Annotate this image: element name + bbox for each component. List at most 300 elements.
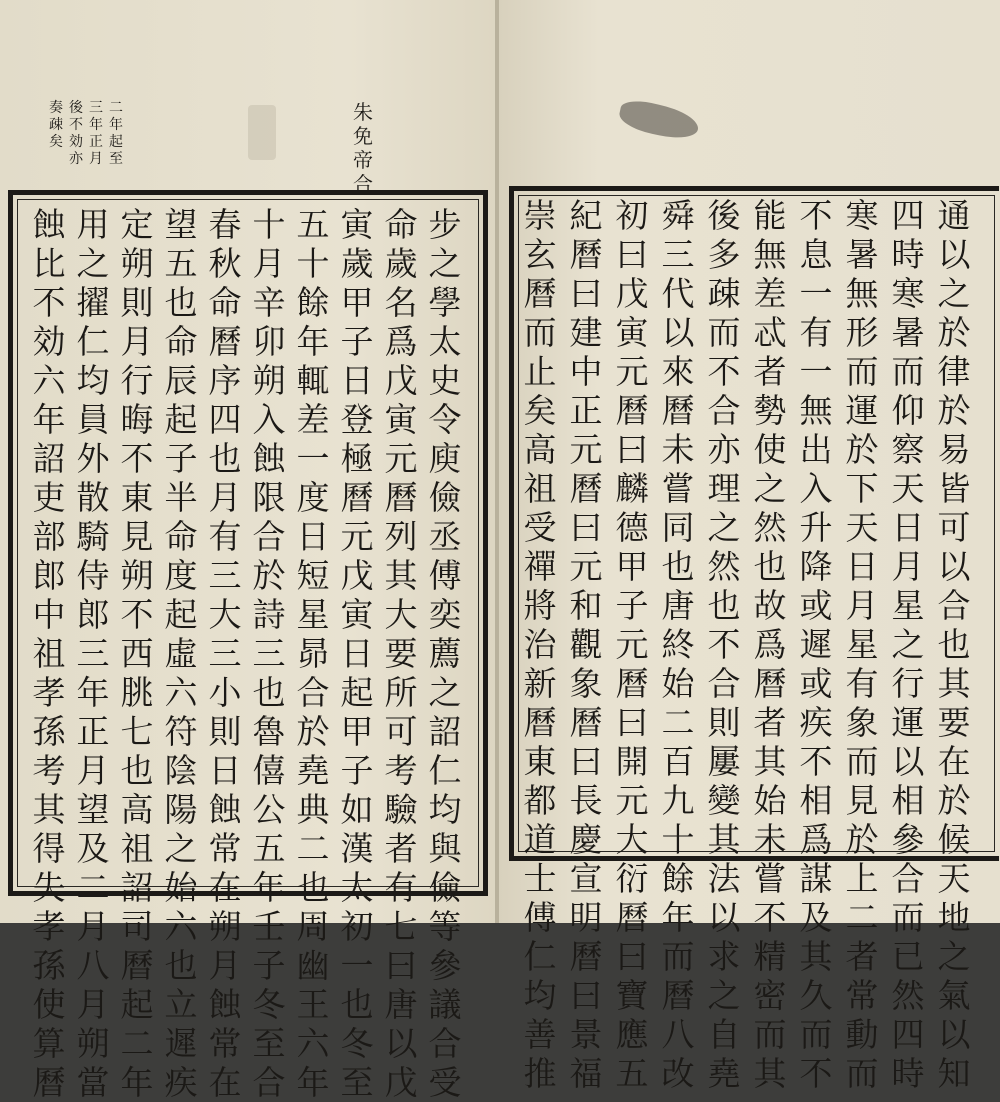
- glyph: 月: [89, 151, 103, 167]
- glyph: 外: [76, 439, 110, 478]
- glyph: 無: [845, 274, 879, 313]
- glyph: 時: [891, 235, 925, 274]
- glyph: 也: [296, 868, 330, 907]
- glyph: 則: [707, 703, 741, 742]
- glyph: 正: [76, 712, 110, 751]
- glyph: 月: [120, 322, 154, 361]
- text-column: [615, 196, 649, 1093]
- glyph: 壬: [252, 907, 286, 946]
- glyph: 暑: [891, 313, 925, 352]
- glyph: 慶: [569, 820, 603, 859]
- glyph: 詔: [120, 868, 154, 907]
- glyph: 三: [252, 634, 286, 673]
- glyph: 元: [615, 781, 649, 820]
- glyph: 陽: [164, 790, 198, 829]
- glyph: 祖: [523, 469, 557, 508]
- glyph: 蝕: [208, 985, 242, 1024]
- glyph: 命: [164, 322, 198, 361]
- glyph: 限: [252, 478, 286, 517]
- glyph: 十: [252, 205, 286, 244]
- glyph: 合: [428, 1024, 462, 1063]
- glyph: 相: [891, 781, 925, 820]
- glyph: 六: [164, 673, 198, 712]
- glyph: 度: [164, 556, 198, 595]
- glyph: 長: [569, 781, 603, 820]
- glyph: 高: [120, 790, 154, 829]
- glyph: 星: [891, 586, 925, 625]
- glyph: 寒: [891, 274, 925, 313]
- glyph: 日: [208, 751, 242, 790]
- glyph: 天: [891, 469, 925, 508]
- glyph: 輒: [296, 361, 330, 400]
- glyph: 均: [523, 976, 557, 1015]
- glyph: 不: [69, 117, 83, 133]
- text-column: [891, 196, 925, 1093]
- glyph: 驗: [384, 790, 418, 829]
- text-column: [340, 205, 374, 1102]
- glyph: 參: [428, 946, 462, 985]
- glyph: 衍: [615, 859, 649, 898]
- glyph: 則: [120, 283, 154, 322]
- glyph: 故: [753, 586, 787, 625]
- note-column: [88, 100, 104, 168]
- glyph: 密: [753, 976, 787, 1015]
- glyph: 理: [707, 469, 741, 508]
- glyph: 年: [120, 1063, 154, 1102]
- glyph: 仁: [523, 937, 557, 976]
- glyph: 孝: [32, 673, 66, 712]
- glyph: 後: [69, 100, 83, 116]
- glyph: 望: [164, 205, 198, 244]
- glyph: 四: [891, 1015, 925, 1054]
- glyph: 一: [799, 352, 833, 391]
- glyph: 天: [937, 859, 971, 898]
- glyph: 嘗: [661, 469, 695, 508]
- glyph: 曰: [384, 946, 418, 985]
- glyph: 曆: [32, 1063, 66, 1102]
- glyph: 月: [891, 547, 925, 586]
- glyph: 於: [937, 781, 971, 820]
- glyph: 改: [661, 1054, 695, 1093]
- glyph: 吏: [32, 478, 66, 517]
- glyph: 考: [32, 751, 66, 790]
- glyph: 其: [753, 742, 787, 781]
- glyph: 起: [109, 134, 123, 150]
- glyph: 推: [523, 1054, 557, 1093]
- glyph: 曆: [384, 478, 418, 517]
- glyph: 詩: [252, 595, 286, 634]
- glyph: 曆: [120, 946, 154, 985]
- glyph: 寅: [384, 400, 418, 439]
- glyph: 與: [428, 829, 462, 868]
- glyph: 而: [891, 352, 925, 391]
- glyph: 一: [799, 274, 833, 313]
- glyph: 効: [32, 322, 66, 361]
- glyph: 不: [799, 742, 833, 781]
- glyph: 不: [799, 1054, 833, 1093]
- glyph: 升: [799, 508, 833, 547]
- glyph: 序: [208, 361, 242, 400]
- glyph: 而: [891, 898, 925, 937]
- glyph: 蝕: [252, 439, 286, 478]
- glyph: 大: [384, 595, 418, 634]
- glyph: 也: [252, 673, 286, 712]
- glyph: 五: [164, 244, 198, 283]
- glyph: 太: [340, 868, 374, 907]
- glyph: 然: [753, 508, 787, 547]
- glyph: 有: [799, 313, 833, 352]
- text-column: [384, 205, 418, 1102]
- glyph: 步: [428, 205, 462, 244]
- glyph: 年: [89, 117, 103, 133]
- glyph: 或: [799, 664, 833, 703]
- glyph: 觀: [569, 625, 603, 664]
- glyph: 候: [937, 820, 971, 859]
- glyph: 朔: [120, 244, 154, 283]
- glyph: 正: [89, 134, 103, 150]
- text-column: [164, 205, 198, 1102]
- glyph: 而: [845, 742, 879, 781]
- glyph: 月: [208, 478, 242, 517]
- glyph: 星: [845, 625, 879, 664]
- glyph: 之: [707, 508, 741, 547]
- glyph: 騎: [76, 517, 110, 556]
- glyph: 二: [120, 1024, 154, 1063]
- glyph: 年: [296, 322, 330, 361]
- glyph: 朔: [252, 361, 286, 400]
- glyph: 止: [523, 352, 557, 391]
- glyph: 形: [845, 313, 879, 352]
- glyph: 丞: [428, 517, 462, 556]
- glyph: 而: [845, 352, 879, 391]
- glyph: 曆: [615, 898, 649, 937]
- glyph: 始: [164, 868, 198, 907]
- glyph: 之: [707, 976, 741, 1015]
- glyph: 寅: [340, 205, 374, 244]
- glyph: 曆: [661, 391, 695, 430]
- glyph: 而: [661, 937, 695, 976]
- glyph: 同: [661, 508, 695, 547]
- glyph: 子: [340, 322, 374, 361]
- glyph: 命: [384, 205, 418, 244]
- glyph: 起: [164, 595, 198, 634]
- glyph: 入: [799, 469, 833, 508]
- glyph: 知: [937, 1054, 971, 1093]
- glyph: 二: [661, 703, 695, 742]
- glyph: 二: [845, 898, 879, 937]
- glyph: 之: [428, 673, 462, 712]
- glyph: 曆: [569, 235, 603, 274]
- note-column: [108, 100, 124, 168]
- glyph: 免: [353, 124, 373, 148]
- glyph: 曰: [615, 430, 649, 469]
- glyph: 公: [252, 790, 286, 829]
- glyph: 東: [120, 478, 154, 517]
- glyph: 應: [615, 1015, 649, 1054]
- glyph: 僖: [252, 751, 286, 790]
- glyph: 矣: [49, 134, 63, 150]
- glyph: 景: [569, 1015, 603, 1054]
- glyph: 天: [845, 508, 879, 547]
- right-page: [499, 0, 1000, 1093]
- glyph: 疎: [707, 274, 741, 313]
- glyph: 其: [32, 790, 66, 829]
- text-column: [32, 205, 66, 1102]
- glyph: 晦: [120, 400, 154, 439]
- glyph: 始: [753, 781, 787, 820]
- glyph: 元: [569, 547, 603, 586]
- glyph: 合: [296, 673, 330, 712]
- glyph: 四: [891, 196, 925, 235]
- glyph: 及: [799, 898, 833, 937]
- glyph: 初: [615, 196, 649, 235]
- glyph: 辰: [164, 361, 198, 400]
- glyph: 舜: [661, 196, 695, 235]
- glyph: 代: [661, 274, 695, 313]
- glyph: 子: [340, 751, 374, 790]
- glyph: 而: [799, 1015, 833, 1054]
- glyph: 其: [753, 1054, 787, 1093]
- note-column: [68, 100, 84, 168]
- glyph: 傅: [523, 898, 557, 937]
- glyph: 者: [753, 703, 787, 742]
- glyph: 者: [845, 937, 879, 976]
- glyph: 年: [661, 898, 695, 937]
- glyph: 命: [164, 517, 198, 556]
- glyph: 無: [753, 235, 787, 274]
- glyph: 矣: [523, 391, 557, 430]
- glyph: 之: [76, 244, 110, 283]
- glyph: 十: [661, 820, 695, 859]
- glyph: 命: [208, 283, 242, 322]
- glyph: 察: [891, 430, 925, 469]
- glyph: 魯: [252, 712, 286, 751]
- glyph: 孫: [32, 712, 66, 751]
- note-main-column: [352, 100, 374, 196]
- glyph: 見: [845, 781, 879, 820]
- glyph: 屢: [707, 742, 741, 781]
- glyph: 降: [799, 547, 833, 586]
- glyph: 在: [208, 868, 242, 907]
- glyph: 符: [164, 712, 198, 751]
- glyph: 中: [32, 595, 66, 634]
- glyph: 一: [296, 439, 330, 478]
- glyph: 三: [208, 634, 242, 673]
- glyph: 二: [109, 100, 123, 116]
- glyph: 之: [891, 625, 925, 664]
- glyph: 息: [799, 235, 833, 274]
- glyph: 出: [799, 430, 833, 469]
- glyph: 等: [428, 907, 462, 946]
- glyph: 寅: [340, 595, 374, 634]
- glyph: 曆: [569, 937, 603, 976]
- glyph: 多: [707, 235, 741, 274]
- glyph: 曆: [661, 976, 695, 1015]
- glyph: 或: [799, 586, 833, 625]
- glyph: 有: [384, 868, 418, 907]
- glyph: 堯: [296, 751, 330, 790]
- glyph: 元: [384, 439, 418, 478]
- text-column: [753, 196, 787, 1093]
- glyph: 紀: [569, 196, 603, 235]
- glyph: 八: [661, 1015, 695, 1054]
- glyph: 也: [164, 946, 198, 985]
- glyph: 春: [208, 205, 242, 244]
- glyph: 其: [799, 937, 833, 976]
- glyph: 律: [937, 352, 971, 391]
- glyph: 漢: [340, 829, 374, 868]
- glyph: 九: [661, 781, 695, 820]
- glyph: 曆: [208, 322, 242, 361]
- text-column: [296, 205, 330, 1102]
- glyph: 中: [569, 352, 603, 391]
- glyph: 曆: [523, 274, 557, 313]
- glyph: 用: [76, 205, 110, 244]
- glyph: 則: [208, 712, 242, 751]
- glyph: 典: [296, 790, 330, 829]
- glyph: 朔: [76, 1024, 110, 1063]
- glyph: 曆: [615, 664, 649, 703]
- glyph: 在: [937, 742, 971, 781]
- glyph: 可: [937, 508, 971, 547]
- glyph: 東: [523, 742, 557, 781]
- glyph: 六: [32, 361, 66, 400]
- glyph: 星: [296, 595, 330, 634]
- glyph: 然: [891, 976, 925, 1015]
- glyph: 仁: [76, 322, 110, 361]
- glyph: 三: [76, 634, 110, 673]
- glyph: 爲: [753, 625, 787, 664]
- glyph: 合: [707, 391, 741, 430]
- glyph: 起: [340, 673, 374, 712]
- glyph: 子: [164, 439, 198, 478]
- glyph: 象: [569, 664, 603, 703]
- glyph: 合: [707, 664, 741, 703]
- faint-stamp: [248, 105, 276, 160]
- glyph: 一: [340, 946, 374, 985]
- glyph: 遲: [799, 625, 833, 664]
- text-column: [428, 205, 462, 1102]
- glyph: 儉: [428, 868, 462, 907]
- glyph: 要: [937, 703, 971, 742]
- glyph: 仰: [891, 391, 925, 430]
- glyph: 列: [384, 517, 418, 556]
- glyph: 不: [32, 283, 66, 322]
- text-column: [76, 205, 110, 1102]
- glyph: 蝕: [208, 790, 242, 829]
- glyph: 寒: [845, 196, 879, 235]
- glyph: 年: [296, 1063, 330, 1102]
- glyph: 差: [296, 400, 330, 439]
- glyph: 之: [937, 937, 971, 976]
- glyph: 元: [615, 625, 649, 664]
- glyph: 初: [340, 907, 374, 946]
- glyph: 曰: [569, 742, 603, 781]
- glyph: 合: [252, 1063, 286, 1102]
- glyph: 受: [428, 1063, 462, 1102]
- glyph: 年: [32, 400, 66, 439]
- glyph: 宣: [569, 859, 603, 898]
- glyph: 疎: [49, 117, 63, 133]
- left-page: [0, 0, 497, 1102]
- glyph: 也: [164, 283, 198, 322]
- glyph: 戊: [615, 274, 649, 313]
- glyph: 所: [384, 673, 418, 712]
- glyph: 日: [340, 361, 374, 400]
- glyph: 半: [164, 478, 198, 517]
- glyph: 至: [109, 151, 123, 167]
- glyph: 於: [252, 556, 286, 595]
- glyph: 庾: [428, 439, 462, 478]
- glyph: 年: [252, 868, 286, 907]
- glyph: 疾: [799, 703, 833, 742]
- glyph: 郎: [76, 595, 110, 634]
- glyph: 後: [707, 196, 741, 235]
- glyph: 曰: [569, 274, 603, 313]
- glyph: 子: [615, 586, 649, 625]
- glyph: 曆: [340, 478, 374, 517]
- glyph: 均: [76, 361, 110, 400]
- glyph: 以: [937, 547, 971, 586]
- glyph: 以: [937, 235, 971, 274]
- glyph: 曰: [615, 235, 649, 274]
- glyph: 失: [32, 868, 66, 907]
- glyph: 得: [32, 829, 66, 868]
- glyph: 散: [76, 478, 110, 517]
- glyph: 餘: [661, 859, 695, 898]
- glyph: 二: [296, 829, 330, 868]
- glyph: 未: [661, 430, 695, 469]
- glyph: 精: [753, 937, 787, 976]
- glyph: 冬: [340, 1024, 374, 1063]
- glyph: 不: [799, 196, 833, 235]
- glyph: 起: [120, 985, 154, 1024]
- glyph: 其: [937, 664, 971, 703]
- glyph: 於: [845, 820, 879, 859]
- glyph: 年: [109, 117, 123, 133]
- glyph: 然: [707, 547, 741, 586]
- glyph: 月: [76, 907, 110, 946]
- glyph: 通: [937, 196, 971, 235]
- text-column: [120, 205, 154, 1102]
- glyph: 唐: [384, 985, 418, 1024]
- glyph: 蝕: [32, 205, 66, 244]
- glyph: 合: [937, 586, 971, 625]
- glyph: 其: [707, 820, 741, 859]
- glyph: 曆: [523, 703, 557, 742]
- glyph: 名: [384, 283, 418, 322]
- glyph: 唐: [661, 586, 695, 625]
- glyph: 嘗: [753, 859, 787, 898]
- glyph: 也: [753, 547, 787, 586]
- glyph: 至: [252, 1024, 286, 1063]
- glyph: 不: [707, 625, 741, 664]
- glyph: 要: [384, 634, 418, 673]
- glyph: 効: [69, 134, 83, 150]
- glyph: 常: [208, 829, 242, 868]
- glyph: 合: [891, 859, 925, 898]
- glyph: 崇: [523, 196, 557, 235]
- glyph: 定: [120, 205, 154, 244]
- glyph: 能: [753, 196, 787, 235]
- glyph: 治: [523, 625, 557, 664]
- glyph: 元: [569, 430, 603, 469]
- glyph: 考: [384, 751, 418, 790]
- glyph: 曰: [615, 703, 649, 742]
- glyph: 上: [845, 859, 879, 898]
- glyph: 動: [845, 1015, 879, 1054]
- glyph: 受: [523, 508, 557, 547]
